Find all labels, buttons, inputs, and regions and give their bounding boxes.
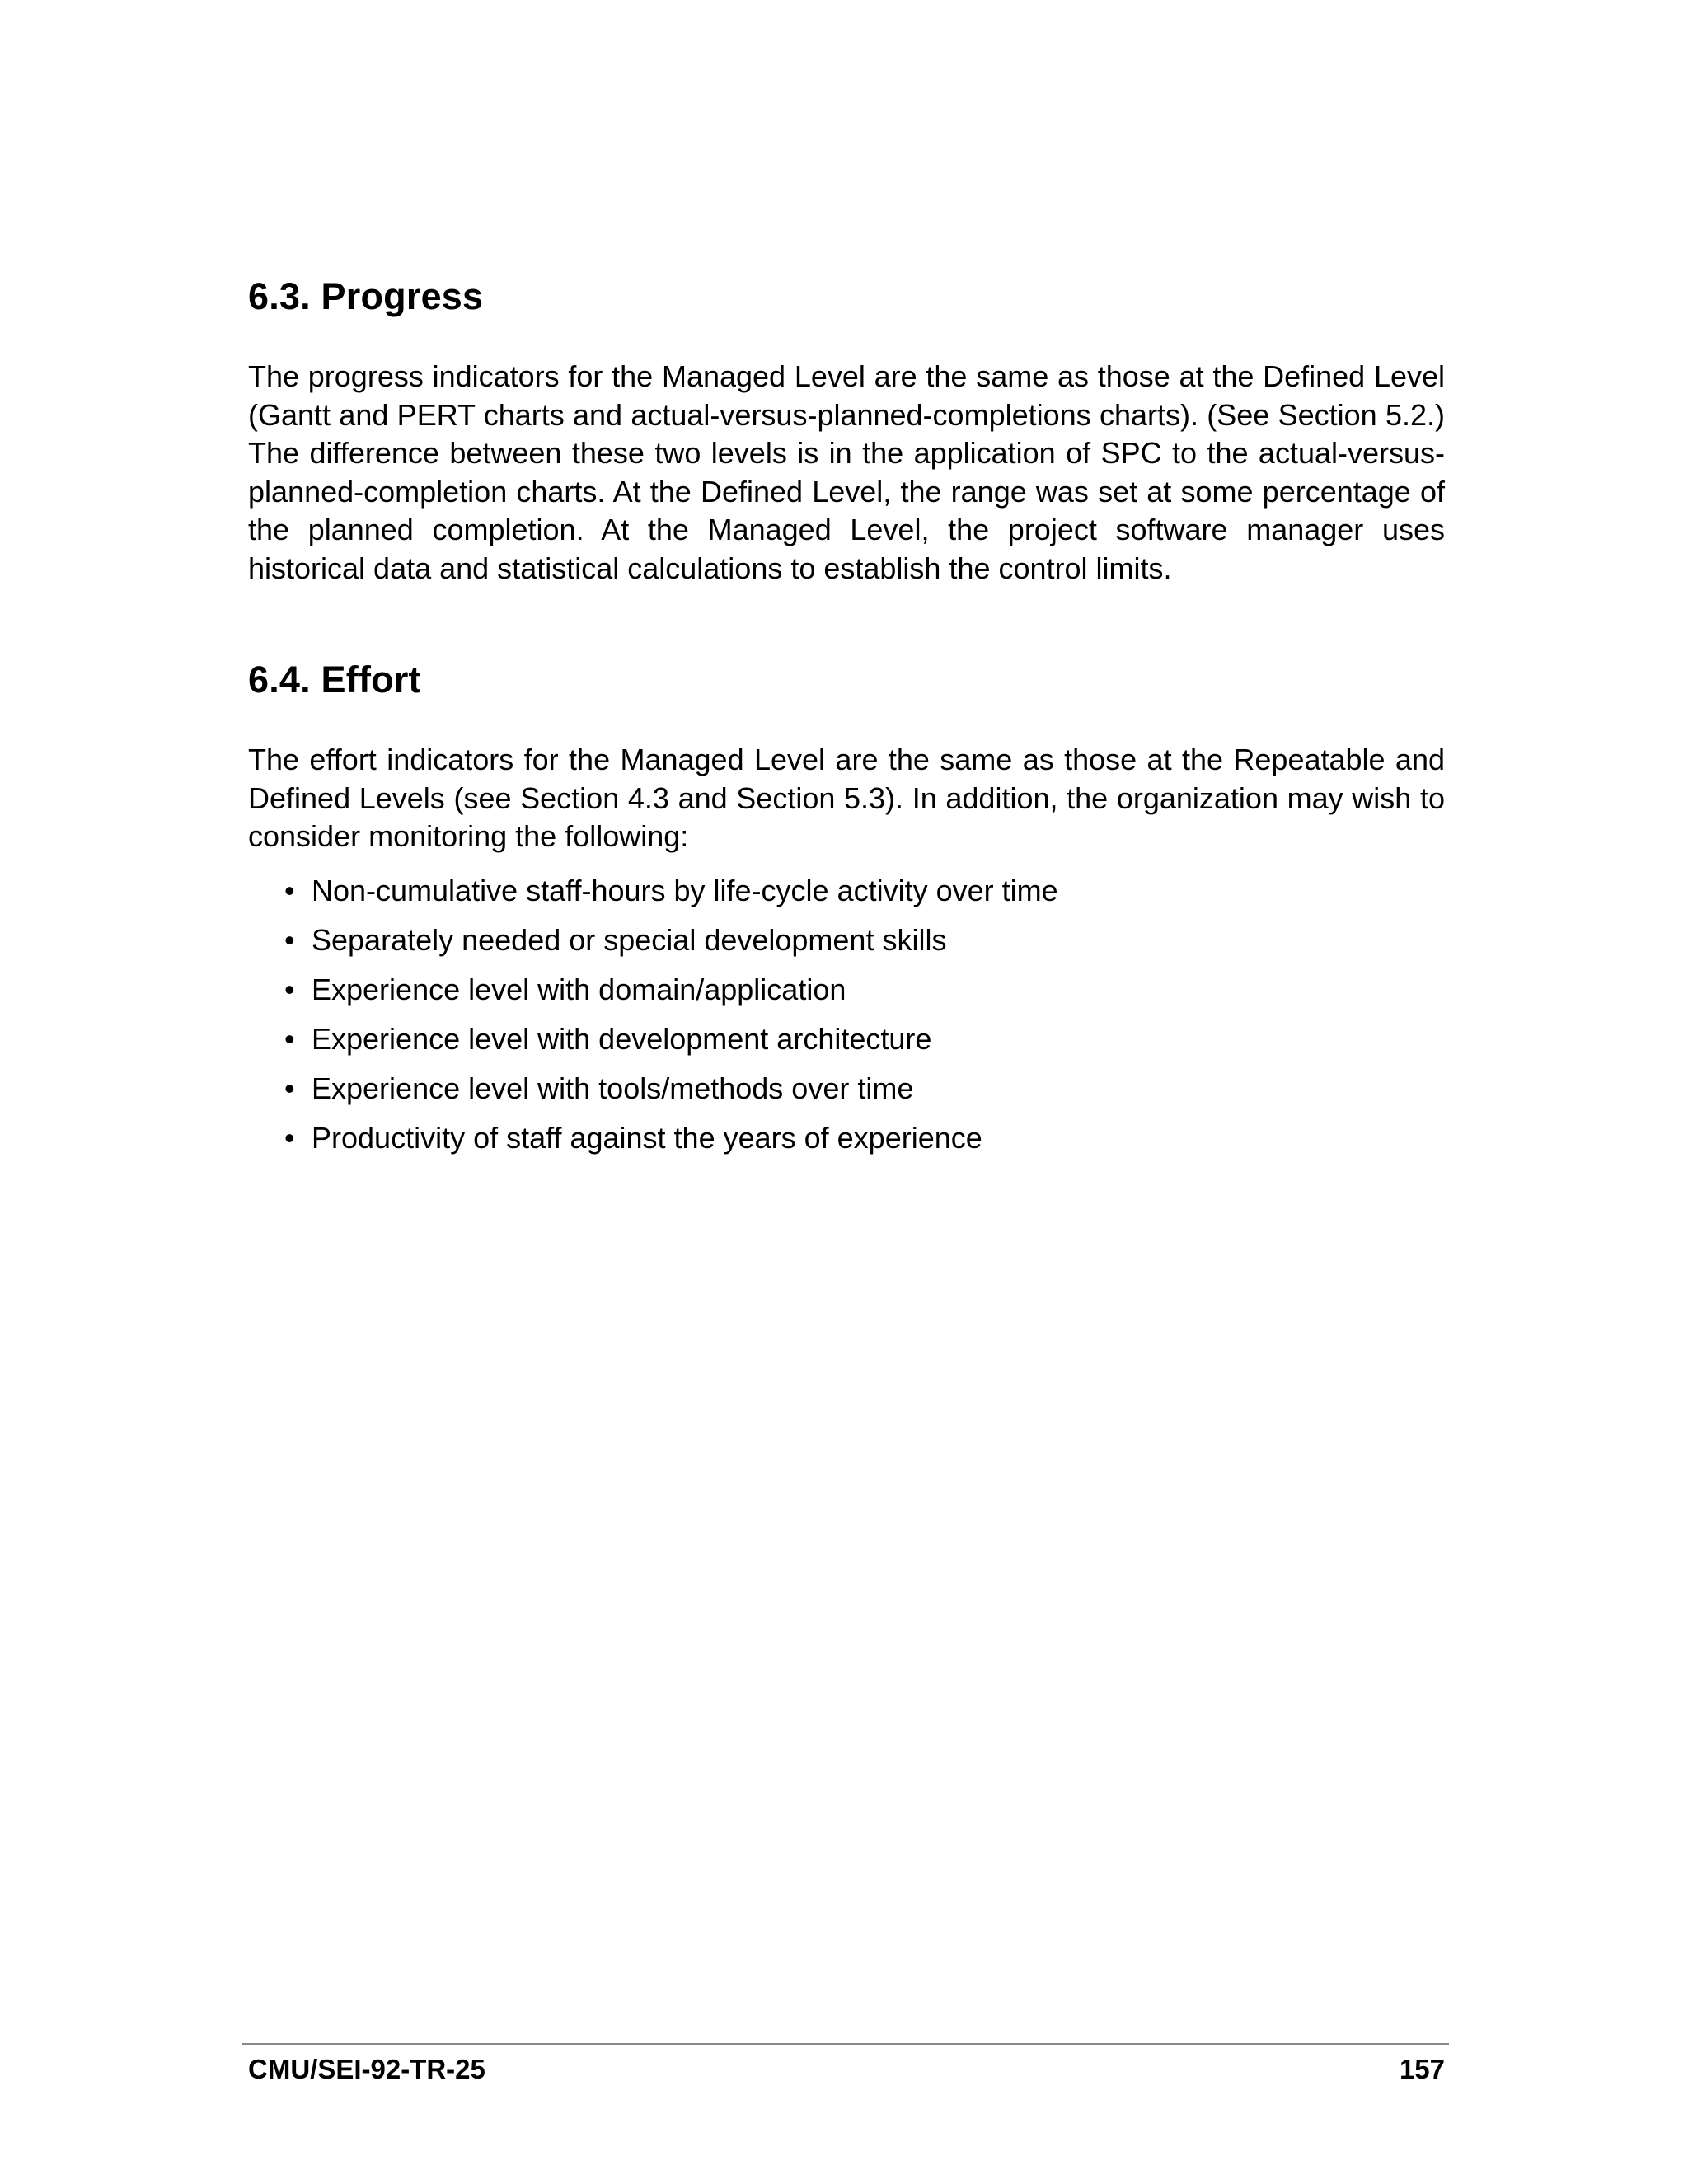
bullet-icon: • (284, 873, 295, 907)
list-item (248, 965, 1445, 1015)
bullet-icon: • (284, 922, 295, 957)
list-item (248, 1015, 1445, 1064)
bullet-icon: • (284, 1120, 295, 1155)
list-item-text: Productivity of staff against the years of experience (312, 1120, 982, 1155)
page-footer (248, 2054, 1445, 2095)
page-number: 157 (1399, 2054, 1445, 2084)
report-number: CMU/SEI-92-TR-25 (248, 2054, 485, 2084)
list-item-text: Experience level with development architecture (312, 1021, 932, 1056)
list-item-text: Separately needed or special development skills (312, 922, 947, 957)
footer-divider (242, 2043, 1449, 2045)
list-item-text: Experience level with tools/methods over time (312, 1071, 914, 1105)
page-content (248, 247, 1445, 1163)
section-heading-progress: 6.3. Progress (248, 275, 484, 317)
bullet-icon: • (284, 1071, 295, 1105)
list-item (248, 916, 1445, 965)
section-paragraph-progress: The progress indicators for the Managed Level are the same as those at the Defined Level (Gantt and PERT charts and actual-versus-planned-completions charts). (See Section 5.2.) The difference between these two levels is in the application of SPC to the actual-versus-planned-completion charts. At the Defined Level, the range was set at some percentage of the planned completion. At the Managed Level, the project software manager uses historical data and statistical calculations to establish the control limits. (248, 359, 1445, 585)
section-paragraph-effort: The effort indicators for the Managed Level are the same as those at the Repeatable and Defined Levels (see Section 4.3 and Section 5.3). In addition, the organization may wish to consider monitoring the following: (248, 743, 1445, 853)
bullet-icon: • (284, 1021, 295, 1056)
section-heading-effort: 6.4. Effort (248, 658, 421, 701)
list-item-text: Experience level with domain/application (312, 972, 846, 1006)
list-item-text: Non-cumulative staff-hours by life-cycle activity over time (312, 873, 1058, 907)
list-item (248, 1064, 1445, 1113)
effort-bullet-list (248, 866, 1445, 1163)
bullet-icon: • (284, 972, 295, 1006)
list-item (248, 1113, 1445, 1163)
list-item (248, 866, 1445, 916)
